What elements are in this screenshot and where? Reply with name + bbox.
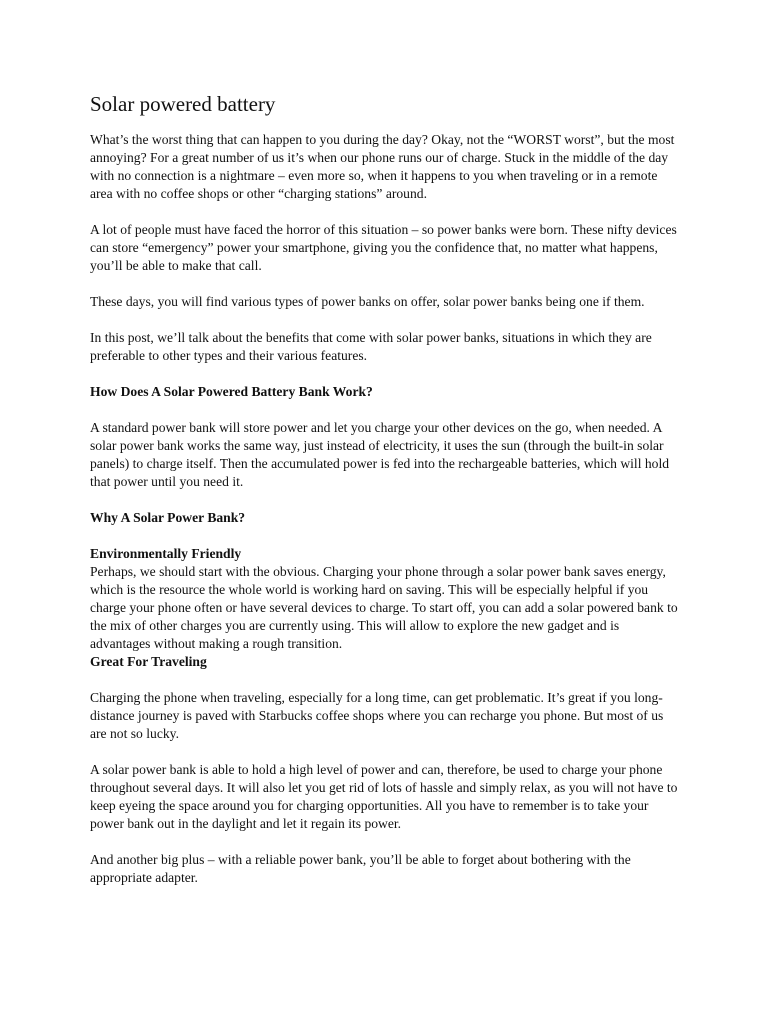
intro-paragraph-3: These days, you will find various types of power banks on offer, solar power banks being one if them. xyxy=(90,294,645,309)
travel-paragraph-2: A solar power bank is able to hold a high level of power and can, therefore, be used to charge your phone throughout several days. It will also let you get rid of lots of hassle and simply relax, as you will not have to keep eyeing the space around you for charging opportunities. All you have to remember is to take your power bank out in the daylight and let it regain its power. xyxy=(90,762,678,831)
travel-paragraph-1: Charging the phone when traveling, especially for a long time, can get problematic. It’s great if you long-distance journey is paved with Starbucks coffee shops where you can recharge you phone. But most of us are not so lucky. xyxy=(90,690,664,741)
how-paragraph: A standard power bank will store power and let you charge your other devices on the go, when needed. A solar power bank works the same way, just instead of electricity, it uses the sun (through the built-in solar panels) to charge itself. Then the accumulated power is fed into the rechargeable batteries, which will hold that power until you need it. xyxy=(90,420,670,489)
travel-paragraph-3: And another big plus – with a reliable power bank, you’ll be able to forget about bothering with the appropriate adapter. xyxy=(90,852,631,885)
section-heading-how: How Does A Solar Powered Battery Bank Work? xyxy=(90,384,373,399)
intro-paragraph-4: In this post, we’ll talk about the benefits that come with solar power banks, situations in which they are preferable to other types and their various features. xyxy=(90,330,652,363)
document-title: Solar powered battery xyxy=(90,92,276,116)
document-page xyxy=(90,90,680,905)
subheading-environment: Environmentally Friendly xyxy=(90,546,242,561)
environment-paragraph: Perhaps, we should start with the obvious. Charging your phone through a solar power bank saves energy, which is the resource the whole world is working hard on saving. This will be especially helpful if you charge your phone often or have several devices to charge. To start off, you can add a solar powered bank to the mix of other charges you are currently using. This will allow to explore the new gadget and is advantages without making a rough transition. xyxy=(90,564,678,651)
section-heading-why: Why A Solar Power Bank? xyxy=(90,510,246,525)
subheading-traveling: Great For Traveling xyxy=(90,654,207,669)
intro-paragraph-1: What’s the worst thing that can happen to you during the day? Okay, not the “WORST worst”, but the most annoying? For a great number of us it’s when our phone runs our of charge. Stuck in the middle of the day with no connection is a nightmare – even more so, when it happens to you when traveling or in a remote area with no coffee shops or other “charging stations” around. xyxy=(90,132,675,201)
intro-paragraph-2: A lot of people must have faced the horror of this situation – so power banks were born. These nifty devices can store “emergency” power your smartphone, giving you the confidence that, no matter what happens, you’ll be able to make that call. xyxy=(90,222,677,273)
